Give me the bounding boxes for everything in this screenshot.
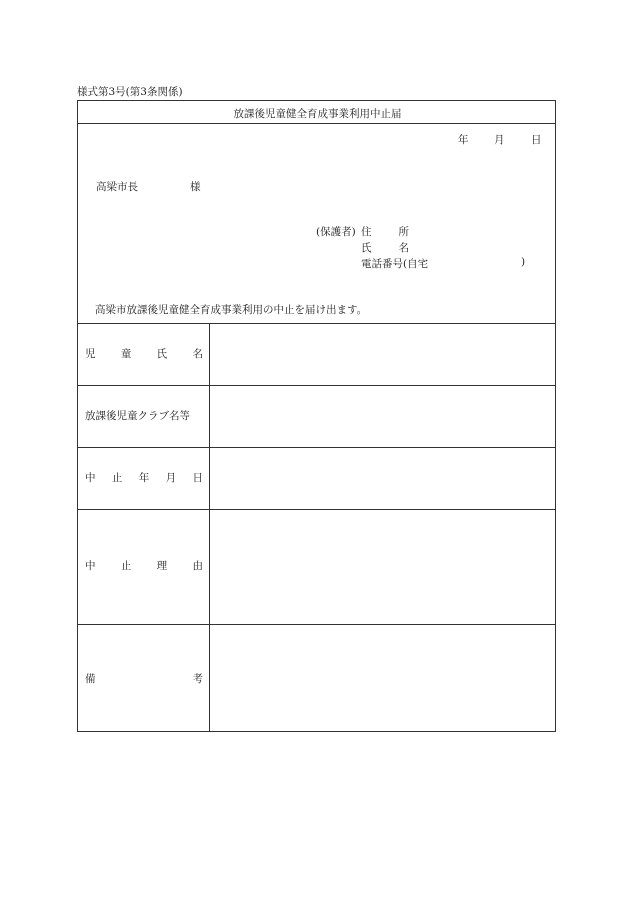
- phone-close-paren: ): [521, 256, 526, 268]
- name-label: 氏 名: [361, 242, 409, 254]
- title-divider: [78, 123, 555, 124]
- label-stop-date: 中 止 年 月 日: [85, 472, 203, 484]
- label-club-name: 放課後児童クラブ名等: [85, 410, 190, 422]
- label-remarks: 備 考: [85, 673, 203, 685]
- applicant-role: (保護者): [316, 226, 356, 238]
- date-day-label: 日: [531, 134, 542, 146]
- label-stop-reason: 中 止 理 由: [85, 560, 203, 572]
- label-child-name: 児 童 氏 名: [85, 348, 203, 360]
- club-name-field[interactable]: [210, 386, 556, 447]
- stop-reason-field[interactable]: [210, 510, 556, 624]
- remarks-field[interactable]: [210, 625, 556, 731]
- recipient-suffix: 様: [190, 181, 201, 193]
- child-name-field[interactable]: [210, 324, 556, 385]
- date-month-label: 月: [494, 134, 505, 146]
- form-reference: 様式第3号(第3条関係): [77, 86, 183, 98]
- form-frame: [77, 100, 556, 732]
- statement-text: 高梁市放課後児童健全育成事業利用の中止を届け出ます。: [95, 304, 368, 316]
- stop-date-field[interactable]: [210, 448, 556, 509]
- date-year-label: 年: [458, 134, 469, 146]
- recipient-name: 高梁市長: [96, 181, 138, 193]
- address-label: 住 所: [361, 226, 409, 238]
- form-title: 放課後児童健全育成事業利用中止届: [233, 108, 402, 120]
- phone-label: 電話番号(自宅: [361, 258, 429, 270]
